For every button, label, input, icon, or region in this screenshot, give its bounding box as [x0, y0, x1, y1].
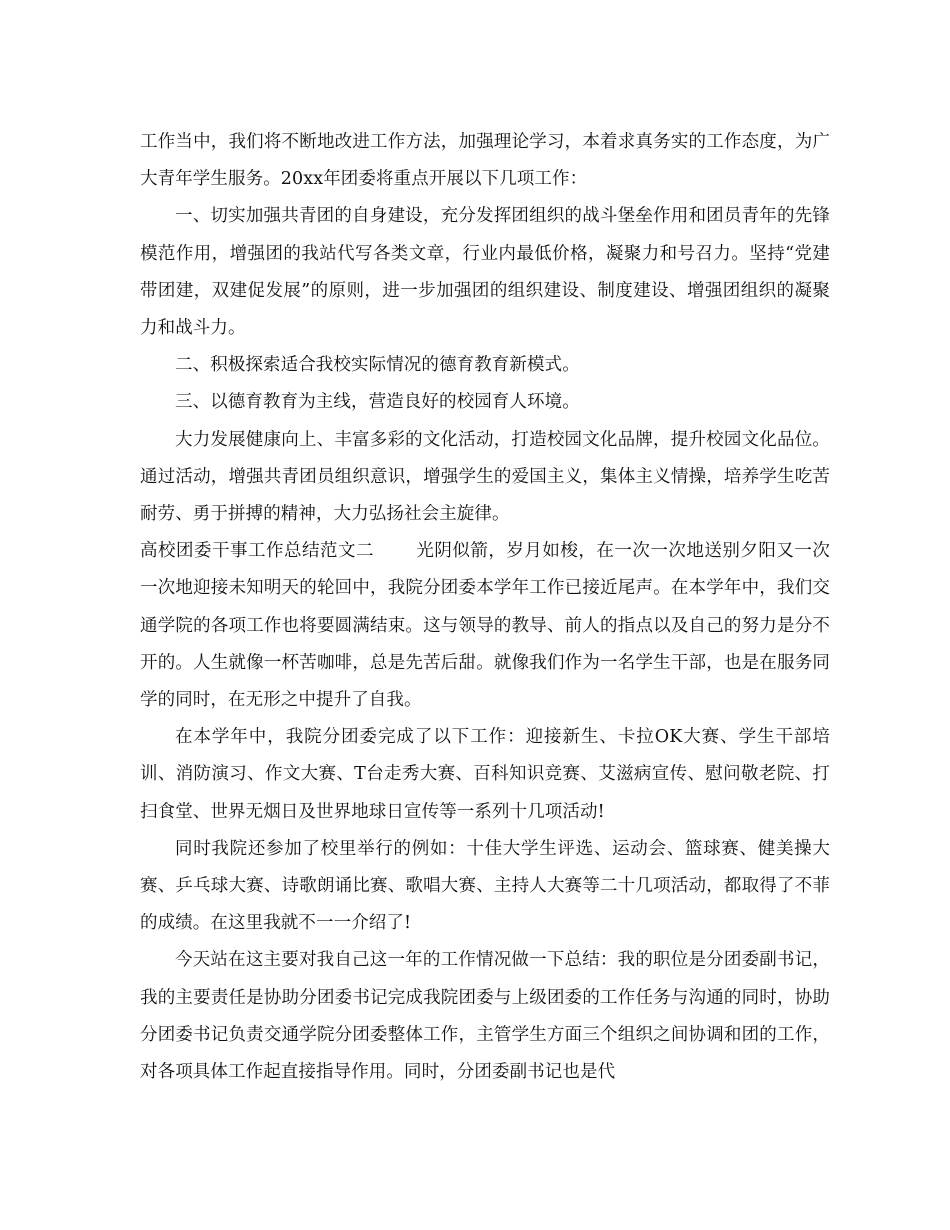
document-body — [140, 124, 830, 1091]
paragraph-7: 在本学年中，我院分团委完成了以下工作：迎接新生、卡拉OK大赛、学生干部培训、消防演习、作文大赛、T台走秀大赛、百科知识竞赛、艾滋病宣传、慰问敬老院、打扫食堂、世界无烟日及世界地球日宣传等一系列十几项活动! — [140, 727, 830, 822]
section-two-paragraph — [140, 533, 830, 719]
paragraph-9: 今天站在这主要对我自己这一年的工作情况做一下总结：我的职位是分团委副书记，我的主要责任是协助分团委书记完成我院团委与上级团委的工作任务与沟通的同时，协助分团委书记负责交通学院分团委整体工作，主管学生方面三个组织之间协调和团的工作，对各项具体工作起直接指导作用。同时，分团委副书记也是代 — [140, 950, 830, 1083]
paragraph-1: 工作当中，我们将不断地改进工作方法，加强理论学习，本着求真务实的工作态度，为广大青年学生服务。20xx年团委将重点开展以下几项工作： — [140, 132, 830, 190]
paragraph-3: 二、积极探索适合我校实际情况的德育教育新模式。 — [175, 355, 580, 376]
paragraph-5: 大力发展健康向上、丰富多彩的文化活动，打造校园文化品牌，提升校园文化品位。通过活动，增强共青团员组织意识，增强学生的爱国主义，集体主义情操，培养学生吃苦耐劳、勇于拼搏的精神，大力弘扬社会主旋律。 — [140, 429, 830, 525]
section-two-lead: 光阴似箭，岁月如梭，在一次一次地送别夕阳又一次一次地迎接未知明天的轮回中，我院分团委本学年工作已接近尾声。在本学年中，我们交通学院的各项工作也将要圆满结束。这与领导的教导、前人的指点以及自己的努力是分不开的。人生就像一杯苦咖啡，总是先苦后甜。就像我们作为一名学生干部，也是在服务同学的同时，在无形之中提升了自我。 — [140, 541, 830, 711]
section-two-title: 高校团委干事工作总结范文二 — [140, 541, 374, 562]
paragraph-2: 一、切实加强共青团的自身建设，充分发挥团组织的战斗堡垒作用和团员青年的先锋模范作用，增强团的我站代写各类文章，行业内最低价格，凝聚力和号召力。坚持“党建带团建，双建促发展”的原则，进一步加强团的组织建设、制度建设、增强团组织的凝聚力和战斗力。 — [140, 206, 830, 339]
paragraph-8: 同时我院还参加了校里举行的例如：十佳大学生评选、运动会、篮球赛、健美操大赛、乒乓球大赛、诗歌朗诵比赛、歌唱大赛、主持人大赛等二十几项活动，都取得了不菲的成绩。在这里我就不一一介绍了! — [140, 838, 830, 934]
paragraph-4: 三、以德育教育为主线，营造良好的校园育人环境。 — [175, 392, 580, 413]
